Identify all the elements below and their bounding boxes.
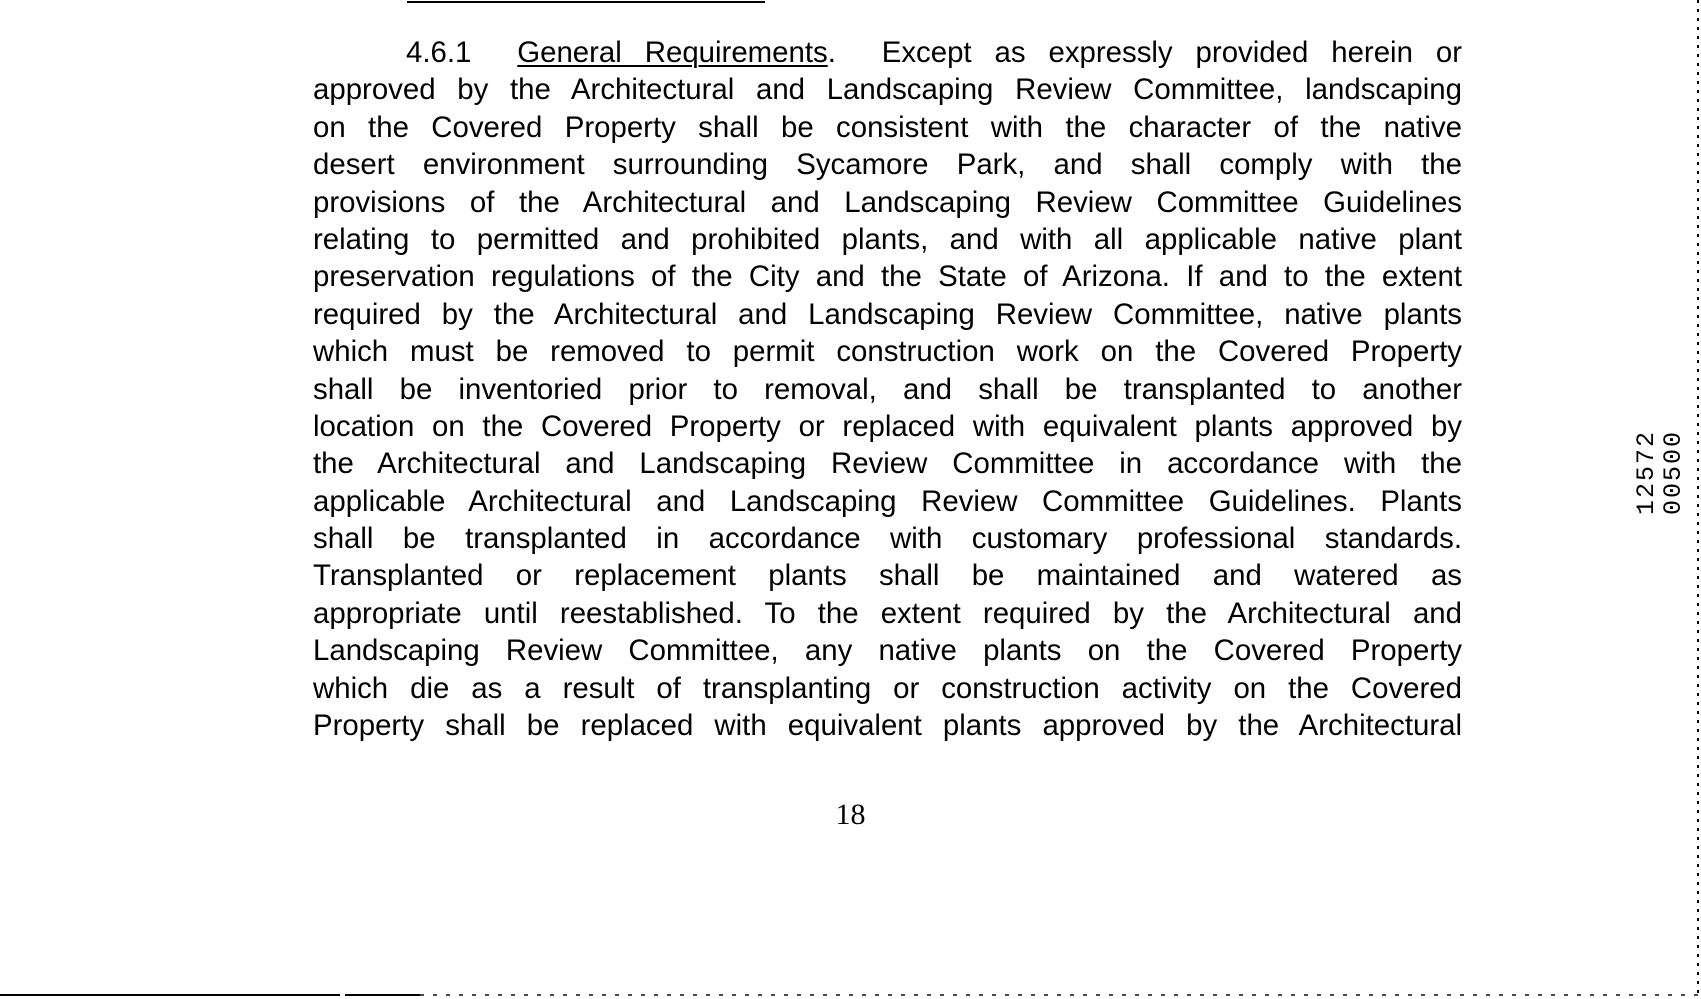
paragraph-line-18: which die as a result of transplanting or construction activity on the Covered bbox=[313, 671, 1462, 705]
paragraph-line-14: shall be transplanted in accordance with customary professional standards. bbox=[313, 522, 1462, 556]
recording-stamp bbox=[1632, 430, 1688, 516]
paragraph-line-9: which must be removed to permit construction work on the Covered Property bbox=[313, 335, 1462, 369]
section-4-6-1-paragraph bbox=[313, 34, 1462, 744]
paragraph-line-19: Property shall be replaced with equivalent plants approved by the Architectural bbox=[313, 709, 1462, 743]
paragraph-line-3: on the Covered Property shall be consistent with the character of the native bbox=[313, 110, 1462, 144]
paragraph-line-13: applicable Architectural and Landscaping Review Committee Guidelines. Plants bbox=[313, 484, 1462, 518]
paragraph-line-17: Landscaping Review Committee, any native plants on the Covered Property bbox=[313, 634, 1462, 668]
paragraph-line-7: preservation regulations of the City and the State of Arizona. If and to the extent bbox=[313, 260, 1462, 294]
recording-stamp-group-2: 00500 bbox=[1659, 430, 1688, 516]
paragraph-line-16: appropriate until reestablished. To the extent required by the Architectural and bbox=[313, 596, 1462, 630]
scan-edge-bottom-dots bbox=[420, 994, 1700, 996]
section-heading: General Requirements bbox=[517, 36, 828, 69]
paragraph-line-4: desert environment surrounding Sycamore Park, and shall comply with the bbox=[313, 148, 1462, 182]
page-number: 18 bbox=[835, 798, 866, 831]
paragraph-line-15: Transplanted or replacement plants shall be maintained and watered as bbox=[313, 559, 1462, 593]
paragraph-line-text: Except as expressly provided herein or bbox=[881, 36, 1462, 69]
paragraph-line-6: relating to permitted and prohibited plants, and with all applicable native plant bbox=[313, 222, 1462, 256]
paragraph-line-10: shall be inventoried prior to removal, and shall be transplanted to another bbox=[313, 372, 1462, 406]
paragraph-line-1: 4.6.1 General Requirements. Except as expressly provided herein or bbox=[406, 36, 1462, 69]
previous-heading-underline bbox=[407, 1, 765, 3]
section-number: 4.6.1 bbox=[406, 36, 472, 69]
paragraph-line-2: approved by the Architectural and Landscaping Review Committee, landscaping bbox=[313, 73, 1462, 107]
paragraph-line-5: provisions of the Architectural and Landscaping Review Committee Guidelines bbox=[313, 185, 1462, 219]
paragraph-line-8: required by the Architectural and Landscaping Review Committee, native plants bbox=[313, 297, 1462, 331]
recording-stamp-group-1: 12572 bbox=[1632, 430, 1661, 516]
paragraph-line-11: location on the Covered Property or replaced with equivalent plants approved by bbox=[313, 409, 1462, 443]
paragraph-line-12: the Architectural and Landscaping Review Committee in accordance with the bbox=[313, 447, 1462, 481]
scan-edge-right bbox=[1697, 0, 1699, 999]
